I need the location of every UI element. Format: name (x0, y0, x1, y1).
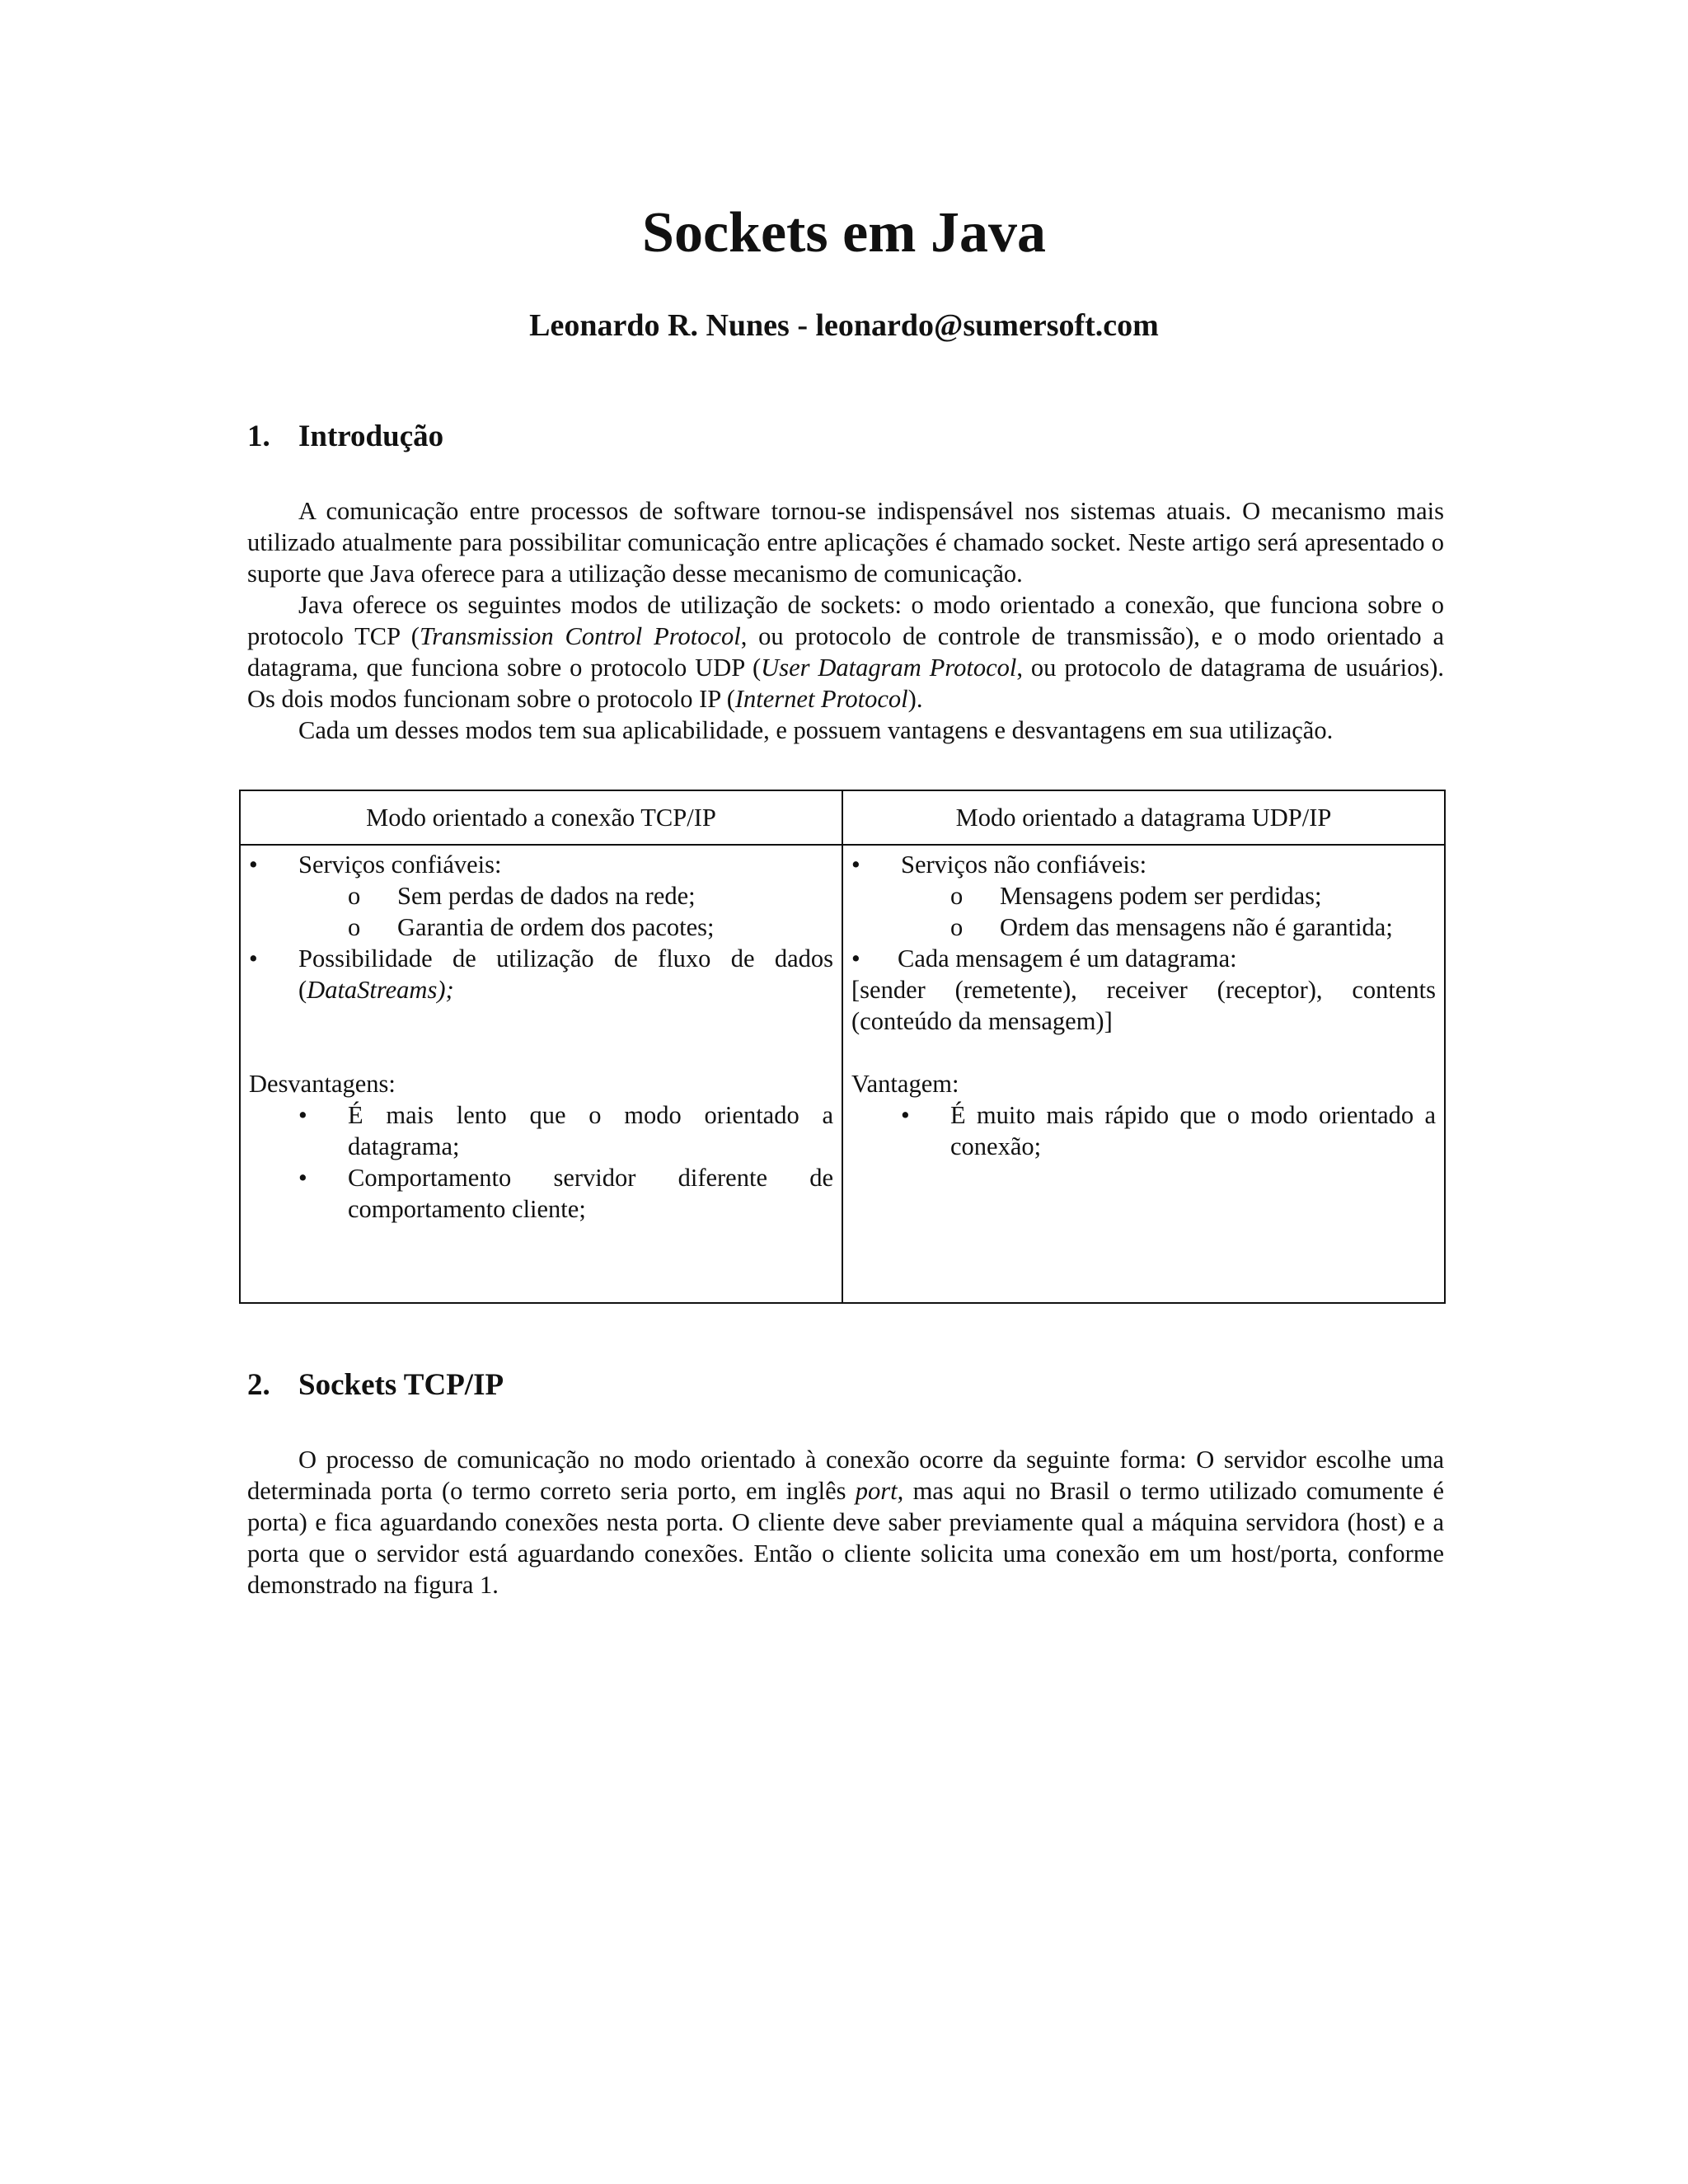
intro-paragraph-3: Cada um desses modos tem sua aplicabilidade, e possuem vantagens e desvantagens em sua utilização. (298, 716, 1334, 744)
list-item (851, 912, 1436, 943)
section-2-number: 2. (247, 1368, 270, 1402)
udp-column-header: Modo orientado a datagrama UDP/IP (842, 790, 1445, 845)
list-item (249, 943, 833, 1005)
list-item-text: Garantia de ordem dos pacotes; (397, 913, 715, 941)
list-item-text: Serviços confiáveis: (298, 851, 502, 879)
section-2-heading (247, 1365, 504, 1406)
datastreams-term: DataStreams); (307, 976, 454, 1004)
bullet-icon: • (249, 944, 258, 972)
disadvantages-label: Desvantagens: (249, 1070, 396, 1098)
ip-expansion: Internet Protocol (734, 685, 908, 713)
comparison-table (239, 790, 1446, 1304)
bullet-icon: • (298, 1164, 307, 1192)
tcp-paragraph-1: O processo de comunicação no modo orientado à conexão ocorre da seguinte forma: O servidor escolhe uma determinada porta (o termo correto seria porto, em inglês port, mas aqui no Brasil o termo utilizado comumente é porta) e fica aguardando conexões nesta porta. O cliente deve saber previamente qual a máquina servidora (host) e a porta que o servidor está aguardando conexões. Então o cliente solicita uma conexão em um host/porta, conforme demonstrado na figura 1. (247, 1446, 1444, 1599)
list-item (851, 880, 1436, 912)
document-title: Sockets em Java (642, 201, 1046, 265)
list-item-text: É mais lento que o modo orientado a datagrama; (348, 1101, 833, 1160)
sub-bullet-icon: o (950, 882, 964, 910)
list-item (851, 849, 1436, 880)
sub-bullet-icon: o (348, 882, 361, 910)
intro-paragraph-1: A comunicação entre processos de software tornou-se indispensável nos sistemas atuais. O mecanismo mais utilizado atualmente para possibilitar comunicação entre aplicações é chamado socket. Neste artigo será apresentado o suporte que Java oferece para a utilização desse mecanismo de comunicação. (247, 497, 1444, 588)
table-body-row (240, 845, 1445, 1303)
advantage-label: Vantagem: (851, 1070, 959, 1098)
section-1-number: 1. (247, 419, 270, 453)
port-term: port, (855, 1477, 904, 1505)
bullet-icon: • (851, 944, 860, 972)
list-item-text: É muito mais rápido que o modo orientado a conexão; (950, 1101, 1436, 1160)
list-item-text: Possibilidade de utilização de fluxo de dados (DataStreams); (298, 944, 833, 1004)
bullet-icon: • (851, 851, 860, 879)
bullet-icon: • (298, 1101, 307, 1129)
section-1-heading (247, 416, 443, 457)
bullet-icon: • (901, 1101, 910, 1129)
list-item (851, 1099, 1436, 1162)
list-item (249, 1162, 833, 1225)
sub-bullet-icon: o (348, 913, 361, 941)
list-item (851, 943, 1436, 974)
sub-bullet-icon: o (950, 913, 964, 941)
list-item-text: Comportamento servidor diferente de comportamento cliente; (348, 1164, 833, 1223)
datagram-fields: [sender (remetente), receiver (receptor), contents (conteúdo da mensagem)] (851, 976, 1436, 1035)
list-item (249, 1099, 833, 1162)
list-item (249, 880, 833, 912)
udp-expansion: User Datagram Protocol (761, 654, 1017, 682)
tcp-column-cell (240, 845, 842, 1303)
udp-column-cell (842, 845, 1445, 1303)
list-item-text: Mensagens podem ser perdidas; (1000, 882, 1322, 910)
author-line: Leonardo R. Nunes - leonardo@sumersoft.com (529, 308, 1159, 343)
section-2-title: Sockets TCP/IP (298, 1368, 504, 1402)
list-item-text: Serviços não confiáveis: (901, 851, 1147, 879)
list-item-text: Cada mensagem é um datagrama: (898, 944, 1237, 972)
intro-paragraph-2: Java oferece os seguintes modos de utilização de sockets: o modo orientado a conexão, que funciona sobre o protocolo TCP (Transmission Control Protocol, ou protocolo de controle de transmissão), e o modo orientado a datagrama, que funciona sobre o protocolo UDP (User Datagram Protocol, ou protocolo de datagrama de usuários). Os dois modos funcionam sobre o protocolo IP (Internet Protocol). (247, 591, 1444, 713)
list-item (249, 912, 833, 943)
list-item-text: Ordem das mensagens não é garantida; (1000, 913, 1393, 941)
section-1-body (247, 495, 1444, 746)
bullet-icon: • (249, 851, 258, 879)
list-item-text: Sem perdas de dados na rede; (397, 882, 696, 910)
section-1-title: Introdução (298, 419, 444, 453)
tcp-column-header: Modo orientado a conexão TCP/IP (240, 790, 842, 845)
table-header-row (240, 790, 1445, 845)
tcp-expansion: Transmission Control Protocol (419, 622, 741, 650)
list-item (249, 849, 833, 880)
section-2-body (247, 1444, 1444, 1601)
